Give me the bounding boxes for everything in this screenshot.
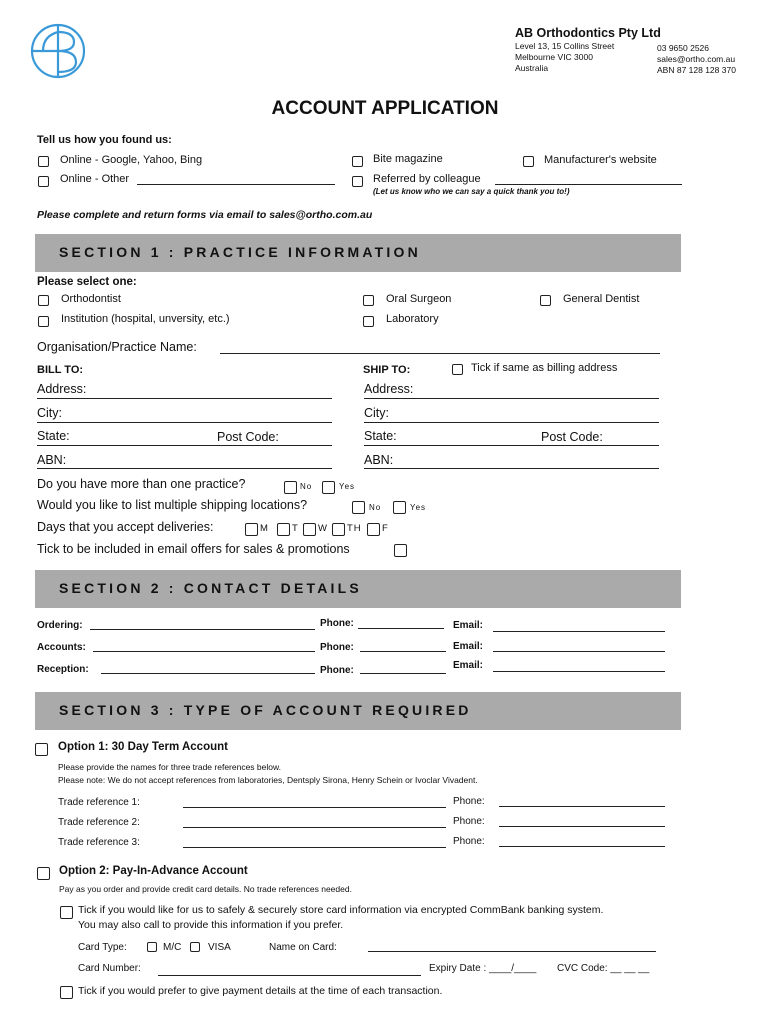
bill-postcode-label: Post Code: bbox=[217, 430, 279, 444]
company-contact bbox=[657, 43, 736, 76]
option1-note2: Please note: We do not accept references from laboratories, Dentsply Sirona, Henry Schein or Ivoclar Vivadent. bbox=[58, 775, 478, 785]
trade-ref2-phone-field[interactable] bbox=[499, 826, 665, 827]
ship-abn-field[interactable] bbox=[364, 468, 659, 469]
company-address-line3: Australia bbox=[515, 63, 549, 73]
trade-ref3-phone-field[interactable] bbox=[499, 846, 665, 847]
more-practice-yes-label: Yes bbox=[339, 482, 356, 491]
company-name: AB Orthodontics Pty Ltd bbox=[515, 26, 661, 40]
ship-postcode-label: Post Code: bbox=[541, 430, 603, 444]
bill-address-label: Address: bbox=[37, 382, 87, 396]
found-bite-checkbox[interactable] bbox=[352, 156, 363, 167]
day-w-label: W bbox=[318, 523, 327, 534]
section2-title: SECTION 2 : CONTACT DETAILS bbox=[59, 580, 362, 596]
multi-ship-yes-label: Yes bbox=[410, 503, 427, 512]
option1-label: Option 1: 30 Day Term Account bbox=[58, 741, 228, 753]
reception-email-field[interactable] bbox=[493, 671, 665, 672]
option2-note: Pay as you order and provide credit card details. No trade references needed. bbox=[59, 884, 352, 894]
option1-note1: Please provide the names for three trade references below. bbox=[58, 762, 282, 772]
bill-city-label: City: bbox=[37, 406, 62, 420]
found-referred-checkbox[interactable] bbox=[352, 176, 363, 187]
accounts-email-label: Email: bbox=[453, 641, 484, 652]
more-practice-no-checkbox[interactable] bbox=[284, 481, 297, 494]
trade-ref1-phone-label: Phone: bbox=[453, 796, 485, 807]
name-on-card-field[interactable] bbox=[368, 951, 656, 952]
institution-label: Institution (hospital, unversity, etc.) bbox=[61, 313, 230, 325]
trade-ref3-label: Trade reference 3: bbox=[58, 837, 140, 848]
reception-email-label: Email: bbox=[453, 660, 484, 671]
store-card-label2: You may also call to provide this information if you prefer. bbox=[78, 919, 344, 931]
card-number-field[interactable] bbox=[158, 975, 421, 976]
select-one-label: Please select one: bbox=[37, 276, 137, 288]
company-address-line2: Melbourne VIC 3000 bbox=[515, 52, 593, 62]
prefer-transaction-label: Tick if you would prefer to give payment details at the time of each transaction. bbox=[78, 985, 443, 997]
oral-surgeon-checkbox[interactable] bbox=[363, 295, 374, 306]
found-other-checkbox[interactable] bbox=[38, 176, 49, 187]
prefer-transaction-checkbox[interactable] bbox=[60, 986, 73, 999]
company-address-line1: Level 13, 15 Collins Street bbox=[515, 41, 615, 51]
email-offers-checkbox[interactable] bbox=[394, 544, 407, 557]
trade-ref1-field[interactable] bbox=[183, 807, 446, 808]
ship-address-label: Address: bbox=[364, 382, 414, 396]
accounts-phone-field[interactable] bbox=[360, 651, 446, 652]
trade-ref3-field[interactable] bbox=[183, 847, 446, 848]
card-type-label: Card Type: bbox=[78, 942, 127, 953]
bill-state-label: State: bbox=[37, 429, 70, 443]
ship-address-field[interactable] bbox=[364, 398, 659, 399]
reception-phone-field[interactable] bbox=[360, 673, 446, 674]
option2-label: Option 2: Pay-In-Advance Account bbox=[59, 865, 248, 877]
day-th-label: TH bbox=[347, 523, 362, 534]
reception-field[interactable] bbox=[101, 673, 315, 674]
ship-state-label: State: bbox=[364, 429, 397, 443]
laboratory-checkbox[interactable] bbox=[363, 316, 374, 327]
store-card-label1: Tick if you would like for us to safely & securely store card information via encrypted CommBank banking system. bbox=[78, 904, 604, 916]
org-name-field[interactable] bbox=[220, 353, 660, 354]
bill-abn-label: ABN: bbox=[37, 453, 67, 467]
multi-ship-yes-checkbox[interactable] bbox=[393, 501, 406, 514]
card-visa-checkbox[interactable] bbox=[190, 942, 200, 952]
found-google-checkbox[interactable] bbox=[38, 156, 49, 167]
expiry-label[interactable]: Expiry Date : ____/____ bbox=[429, 963, 537, 974]
same-billing-label: Tick if same as billing address bbox=[471, 362, 618, 374]
found-referred-line[interactable] bbox=[495, 184, 682, 185]
ordering-label: Ordering: bbox=[37, 620, 83, 631]
multi-ship-no-checkbox[interactable] bbox=[352, 501, 365, 514]
institution-checkbox[interactable] bbox=[38, 316, 49, 327]
oral-surgeon-label: Oral Surgeon bbox=[386, 293, 452, 305]
bill-to-label: BILL TO: bbox=[37, 364, 84, 376]
day-th-checkbox[interactable] bbox=[332, 523, 345, 536]
trade-ref1-label: Trade reference 1: bbox=[58, 797, 140, 808]
ship-abn-label: ABN: bbox=[364, 453, 394, 467]
accounts-email-field[interactable] bbox=[493, 651, 665, 652]
accounts-field[interactable] bbox=[93, 651, 315, 652]
day-t-label: T bbox=[292, 523, 298, 534]
found-other-line[interactable] bbox=[137, 184, 335, 185]
name-on-card-label: Name on Card: bbox=[269, 942, 337, 953]
bill-abn-field[interactable] bbox=[37, 468, 332, 469]
bill-address-field[interactable] bbox=[37, 398, 332, 399]
bill-city-field[interactable] bbox=[37, 422, 332, 423]
ordering-email-field[interactable] bbox=[493, 631, 665, 632]
orthodontist-label: Orthodontist bbox=[61, 293, 121, 305]
accounts-label: Accounts: bbox=[37, 642, 86, 653]
day-m-checkbox[interactable] bbox=[245, 523, 258, 536]
day-t-checkbox[interactable] bbox=[277, 523, 290, 536]
trade-ref3-phone-label: Phone: bbox=[453, 836, 485, 847]
company-phone: 03 9650 2526 bbox=[657, 43, 709, 53]
option1-checkbox[interactable] bbox=[35, 743, 48, 756]
trade-ref1-phone-field[interactable] bbox=[499, 806, 665, 807]
ordering-field[interactable] bbox=[90, 629, 315, 630]
general-dentist-label: General Dentist bbox=[563, 293, 640, 305]
multi-ship-question: Would you like to list multiple shipping locations? bbox=[37, 498, 308, 512]
trade-ref2-phone-label: Phone: bbox=[453, 816, 485, 827]
day-w-checkbox[interactable] bbox=[303, 523, 316, 536]
section2-header bbox=[35, 570, 681, 608]
more-practice-yes-checkbox[interactable] bbox=[322, 481, 335, 494]
trade-ref2-field[interactable] bbox=[183, 827, 446, 828]
found-referred-label: Referred by colleague bbox=[373, 173, 481, 185]
instruction-text: Please complete and return forms via email to sales@ortho.com.au bbox=[37, 209, 373, 221]
email-offers-question: Tick to be included in email offers for sales & promotions bbox=[37, 542, 350, 556]
accounts-phone-label: Phone: bbox=[320, 642, 354, 653]
ship-state-field[interactable] bbox=[364, 445, 659, 446]
section1-title: SECTION 1 : PRACTICE INFORMATION bbox=[59, 244, 421, 260]
found-other-label: Online - Other bbox=[60, 173, 130, 185]
option2-checkbox[interactable] bbox=[37, 867, 50, 880]
reception-phone-label: Phone: bbox=[320, 665, 354, 676]
ship-to-label: SHIP TO: bbox=[363, 364, 411, 376]
days-question: Days that you accept deliveries: bbox=[37, 520, 214, 534]
multi-ship-no-label: No bbox=[369, 503, 382, 512]
section3-title: SECTION 3 : TYPE OF ACCOUNT REQUIRED bbox=[59, 702, 472, 718]
company-abn: ABN 87 128 128 370 bbox=[657, 65, 736, 75]
company-email: sales@ortho.com.au bbox=[657, 54, 736, 64]
found-google-label: Online - Google, Yahoo, Bing bbox=[60, 154, 203, 166]
store-card-checkbox[interactable] bbox=[60, 906, 73, 919]
general-dentist-checkbox[interactable] bbox=[540, 295, 551, 306]
card-visa-label: VISA bbox=[208, 942, 231, 953]
ordering-phone-label: Phone: bbox=[320, 618, 354, 629]
ordering-phone-field[interactable] bbox=[358, 628, 444, 629]
found-manufacturer-label: Manufacturer's website bbox=[544, 154, 657, 166]
same-billing-checkbox[interactable] bbox=[452, 364, 463, 375]
page-title: ACCOUNT APPLICATION bbox=[271, 98, 499, 119]
section3-header bbox=[35, 692, 681, 730]
trade-ref2-label: Trade reference 2: bbox=[58, 817, 140, 828]
section1-header bbox=[35, 234, 681, 272]
cvc-label[interactable]: CVC Code: __ __ __ bbox=[557, 963, 650, 974]
card-mc-checkbox[interactable] bbox=[147, 942, 157, 952]
ship-city-label: City: bbox=[364, 406, 389, 420]
found-referred-note: (Let us know who we can say a quick thank you to!) bbox=[373, 187, 570, 196]
company-logo bbox=[29, 22, 87, 80]
day-f-label: F bbox=[382, 523, 388, 534]
found-manufacturer-checkbox[interactable] bbox=[523, 156, 534, 167]
card-mc-label: M/C bbox=[163, 942, 182, 953]
org-name-label: Organisation/Practice Name: bbox=[37, 340, 197, 354]
card-number-label: Card Number: bbox=[78, 963, 141, 974]
orthodontist-checkbox[interactable] bbox=[38, 295, 49, 306]
found-us-heading: Tell us how you found us: bbox=[37, 134, 172, 146]
day-m-label: M bbox=[260, 523, 268, 534]
reception-label: Reception: bbox=[37, 664, 89, 675]
laboratory-label: Laboratory bbox=[386, 313, 439, 325]
more-practice-no-label: No bbox=[300, 482, 313, 491]
bill-state-field[interactable] bbox=[37, 445, 332, 446]
more-practice-question: Do you have more than one practice? bbox=[37, 477, 246, 491]
ordering-email-label: Email: bbox=[453, 620, 484, 631]
day-f-checkbox[interactable] bbox=[367, 523, 380, 536]
found-bite-label: Bite magazine bbox=[373, 153, 443, 165]
company-address bbox=[515, 41, 614, 74]
ship-city-field[interactable] bbox=[364, 422, 659, 423]
